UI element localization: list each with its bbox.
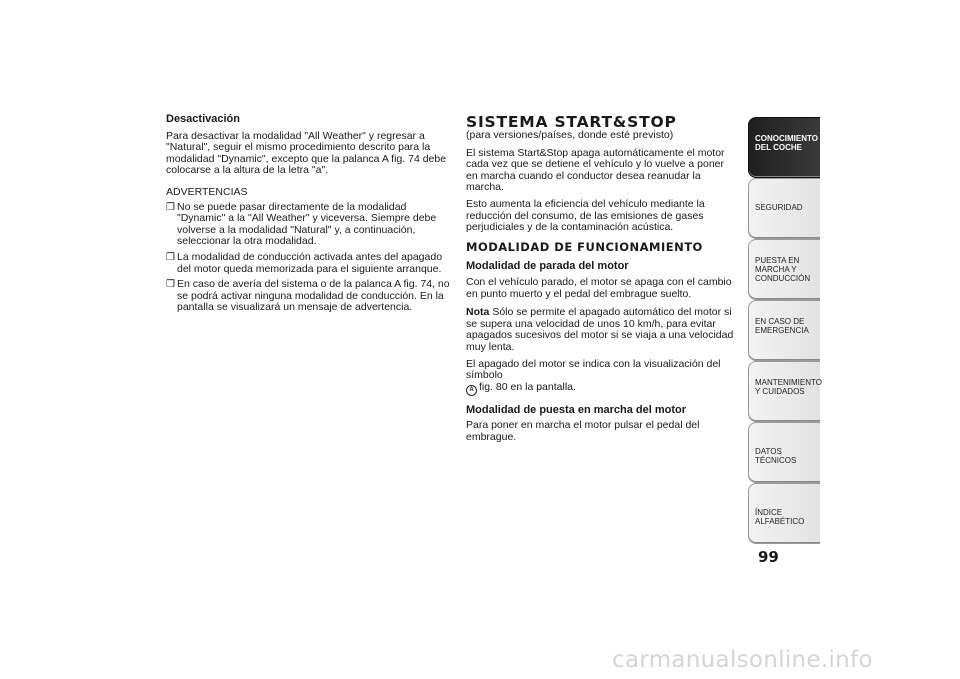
tab-mantenimiento[interactable]: MANTENIMIENTO Y CUIDADOS <box>748 361 820 422</box>
deactivation-heading: Desactivación <box>166 113 240 125</box>
engine-stop-heading: Modalidad de parada del motor <box>466 260 629 273</box>
bullet-mark: ❒ <box>166 251 175 263</box>
start-stop-subtitle: (para versiones/países, donde esté previsto) <box>466 129 674 141</box>
page-number: 99 <box>758 548 779 566</box>
symbol-text-pre: El apagado del motor se indica con la visualización del símbolo <box>466 357 721 382</box>
tab-puesta-en-marcha[interactable]: PUESTA EN MARCHA Y CONDUCCIÓN <box>748 239 820 300</box>
deactivation-paragraph: Para desactivar la modalidad "All Weather" y regresar a "Natural", seguir el mismo procedimiento descrito para la modalidad "Dynamic", excepto que la palanca A fig. 74 debe colocarse a la altura de la letra "a". <box>166 129 447 177</box>
start-stop-symbol-icon: A <box>466 385 477 396</box>
note-text: Sólo se permite el apagado automático del motor si se supera una velocidad de unos 10 km/h, para evitar apagados sucesivos del motor si se viaja a una velocidad muy lenta. <box>466 306 734 353</box>
start-stop-paragraph: Esto aumenta la eficiencia del vehículo mediante la reducción del consumo, de las emisiones de gases perjudiciales y de la contaminación acústica. <box>466 197 705 234</box>
symbol-text-post: fig. 80 en la pantalla. <box>479 380 576 393</box>
tab-seguridad[interactable]: SEGURIDAD <box>748 178 820 239</box>
symbol-paragraph <box>466 359 736 396</box>
warning-text: La modalidad de conducción activada antes del apagado del motor queda memorizada para el siguiente arranque. <box>177 250 443 275</box>
warnings-title: ADVERTENCIAS <box>166 185 248 198</box>
tab-indice-alfabetico[interactable]: ÍNDICE ALFABÉTICO <box>748 483 820 544</box>
warning-item <box>166 279 456 314</box>
left-column <box>166 114 456 318</box>
operation-mode-heading: MODALIDAD DE FUNCIONAMIENTO <box>466 239 703 254</box>
watermark: carmanualsonline.info <box>612 647 873 673</box>
note-paragraph <box>466 307 736 353</box>
warning-text: En caso de avería del sistema o de la palanca A fig. 74, no se podrá activar ninguna modalidad de conducción. En la pantalla se visualizará un mensaje de advertencia. <box>177 278 450 314</box>
engine-stop-paragraph: Con el vehículo parado, el motor se apaga con el cambio en punto muerto y el pedal del embrague suelto. <box>466 275 732 300</box>
bullet-mark: ❒ <box>166 279 175 291</box>
engine-start-heading: Modalidad de puesta en marcha del motor <box>466 403 687 416</box>
right-column <box>466 114 736 448</box>
engine-start-paragraph: Para poner en marcha el motor pulsar el pedal del embrague. <box>466 419 700 443</box>
chapter-tabs <box>748 117 820 544</box>
note-label: Nota <box>466 306 490 319</box>
tab-conocimiento-del-coche[interactable]: CONOCIMIENTO DEL COCHE <box>748 117 820 178</box>
bullet-mark: ❒ <box>166 201 175 213</box>
tab-en-caso-de-emergencia[interactable]: EN CASO DE EMERGENCIA <box>748 300 820 361</box>
start-stop-title: SISTEMA START&STOP <box>466 113 677 131</box>
warning-item <box>166 202 456 248</box>
tab-datos-tecnicos[interactable]: DATOS TÉCNICOS <box>748 422 820 483</box>
warning-text: No se puede pasar directamente de la modalidad "Dynamic" a la "All Weather" y viceversa. Siempre debe volverse a la modalidad "Natural" y, a continuación, seleccionar la otra modalidad. <box>177 200 437 248</box>
warning-item <box>166 252 456 275</box>
start-stop-paragraph: El sistema Start&Stop apaga automáticamente el motor cada vez que se detiene el vehículo y lo vuelve a poner en marcha cuando el conductor desea reanudar la marcha. <box>466 146 725 194</box>
